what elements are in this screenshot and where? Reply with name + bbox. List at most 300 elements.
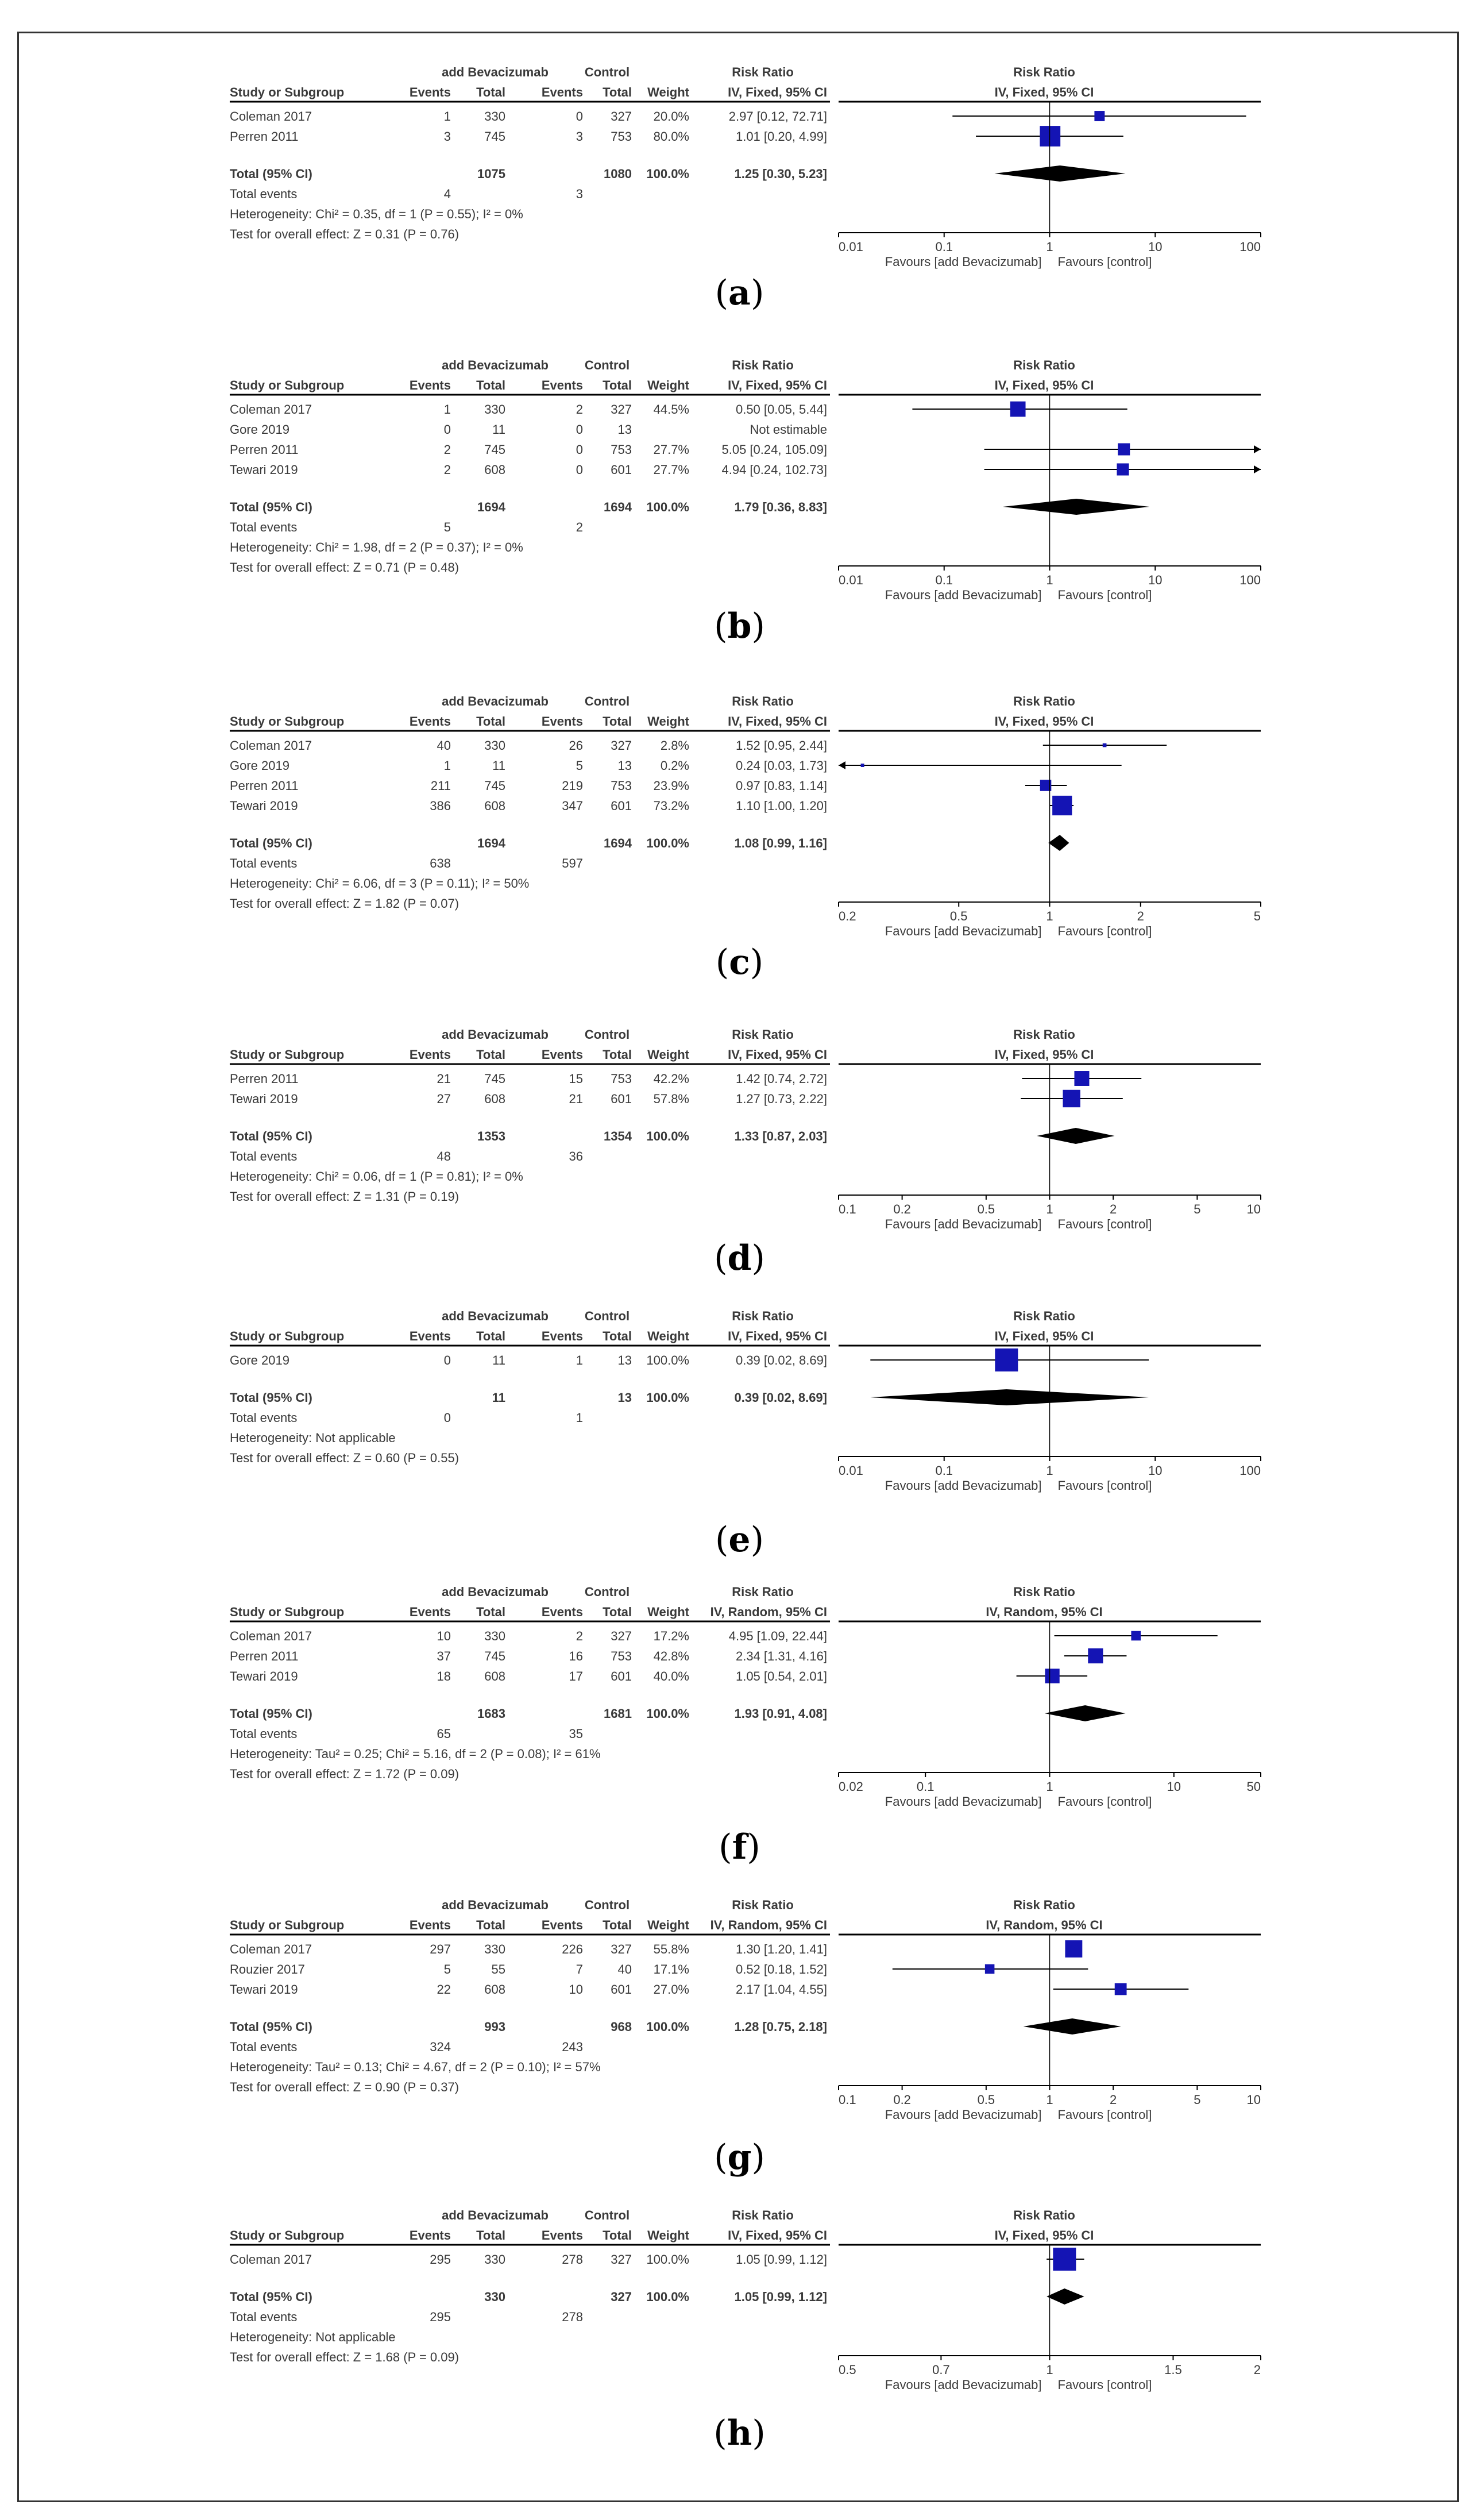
study-events1: 21 [437, 1072, 451, 1086]
header-total1: Total [476, 1605, 505, 1619]
study-events1: 0 [443, 1353, 451, 1367]
study-total1: 330 [484, 402, 505, 417]
total-events2: 36 [569, 1149, 583, 1163]
header-group1: add Bevacizumab [442, 694, 549, 708]
study-weight: 100.0% [646, 2252, 689, 2267]
header-plot-method: IV, Random, 95% CI [986, 1605, 1103, 1619]
x-tick-label: 1 [1046, 1202, 1053, 1216]
study-weight: 23.9% [653, 779, 689, 793]
forest-panel-f [0, 1586, 1479, 1896]
header-method: IV, Fixed, 95% CI [728, 2228, 827, 2242]
favours-left-label: Favours [add Bevacizumab] [885, 2107, 1042, 2122]
x-tick-label: 0.2 [893, 1202, 911, 1216]
x-tick-label: 0.01 [839, 573, 863, 587]
study-total1: 608 [484, 799, 505, 813]
favours-right-label: Favours [control] [1057, 924, 1152, 938]
study-total2: 601 [611, 1092, 632, 1106]
total-weight: 100.0% [646, 1129, 689, 1143]
study-total1: 330 [484, 1629, 505, 1643]
header-plot-title: Risk Ratio [1013, 1027, 1075, 1042]
header-group2: Control [584, 1027, 630, 1042]
study-name: Coleman 2017 [230, 2252, 312, 2267]
study-events1: 10 [437, 1629, 451, 1643]
total-ci-text: 1.79 [0.36, 8.83] [734, 500, 827, 514]
header-plot-title: Risk Ratio [1013, 1309, 1075, 1323]
header-events1: Events [409, 85, 451, 99]
heterogeneity-text: Heterogeneity: Tau² = 0.13; Chi² = 4.67, df = 2 (P = 0.10); I² = 57% [230, 2060, 601, 2074]
x-tick-label: 0.5 [839, 2363, 856, 2377]
study-name: Tewari 2019 [230, 1092, 298, 1106]
study-events1: 40 [437, 738, 451, 753]
heterogeneity-text: Heterogeneity: Tau² = 0.25; Chi² = 5.16, df = 2 (P = 0.08); I² = 61% [230, 1747, 601, 1761]
panel-letter: e [728, 1520, 751, 1560]
study-weight: 57.8% [653, 1092, 689, 1106]
study-events2: 16 [569, 1649, 583, 1663]
total-events-label: Total events [230, 2310, 298, 2324]
total-events2: 597 [562, 856, 583, 870]
study-weight: 0.2% [660, 758, 689, 773]
total-total1: 1694 [477, 836, 505, 850]
header-plot-method: IV, Fixed, 95% CI [994, 2228, 1094, 2242]
study-name: Tewari 2019 [230, 1669, 298, 1683]
x-tick-label: 10 [1148, 240, 1163, 254]
study-point-marker [1010, 402, 1026, 417]
header-effect-title: Risk Ratio [732, 1898, 794, 1912]
total-diamond [1048, 835, 1069, 851]
study-events1: 211 [430, 779, 451, 793]
total-total2: 1354 [604, 1129, 632, 1143]
study-total2: 327 [611, 402, 632, 417]
study-total2: 753 [611, 129, 632, 144]
favours-right-label: Favours [control] [1057, 2378, 1152, 2392]
header-effect-title: Risk Ratio [732, 358, 794, 372]
total-events2: 2 [576, 520, 583, 534]
x-tick-label: 10 [1148, 573, 1163, 587]
study-total1: 745 [484, 129, 505, 144]
study-total1: 11 [492, 1353, 505, 1367]
study-name: Rouzier 2017 [230, 1962, 305, 1976]
forest-panel-e [0, 1310, 1479, 1620]
favours-right-label: Favours [control] [1057, 588, 1152, 602]
x-tick-label: 0.02 [839, 1779, 863, 1794]
forest-svg-h [0, 2209, 1479, 2496]
heterogeneity-text: Heterogeneity: Chi² = 6.06, df = 3 (P = 0.11); I² = 50% [230, 876, 530, 891]
study-name: Coleman 2017 [230, 1942, 312, 1956]
study-events1: 2 [443, 463, 451, 477]
total-total1: 330 [484, 2290, 505, 2304]
total-events-label: Total events [230, 1149, 298, 1163]
favours-right-label: Favours [control] [1057, 1478, 1152, 1493]
panel-label-b: (b) [714, 606, 765, 646]
total-label: Total (95% CI) [230, 1706, 312, 1721]
study-total1: 330 [484, 2252, 505, 2267]
header-weight: Weight [647, 2228, 689, 2242]
header-total2: Total [603, 378, 632, 392]
header-effect-title: Risk Ratio [732, 694, 794, 708]
x-tick-label: 5 [1194, 1202, 1201, 1216]
study-total1: 608 [484, 1092, 505, 1106]
study-weight: 20.0% [653, 109, 689, 124]
favours-right-label: Favours [control] [1057, 255, 1152, 269]
x-tick-label: 0.1 [935, 573, 953, 587]
total-total1: 1353 [477, 1129, 505, 1143]
x-tick-label: 10 [1148, 1463, 1163, 1478]
total-total2: 1694 [604, 500, 632, 514]
header-effect-title: Risk Ratio [732, 65, 794, 79]
header-method: IV, Fixed, 95% CI [728, 378, 827, 392]
favours-right-label: Favours [control] [1057, 2107, 1152, 2122]
study-point-marker [1103, 743, 1107, 747]
header-weight: Weight [647, 378, 689, 392]
header-plot-title: Risk Ratio [1013, 1585, 1075, 1599]
study-total1: 745 [484, 442, 505, 457]
total-ci-text: 1.08 [0.99, 1.16] [734, 836, 827, 850]
heterogeneity-text: Heterogeneity: Not applicable [230, 2330, 396, 2344]
study-total2: 327 [611, 2252, 632, 2267]
study-total1: 330 [484, 1942, 505, 1956]
x-tick-label: 2 [1253, 2363, 1261, 2377]
study-total1: 55 [491, 1962, 505, 1976]
total-weight: 100.0% [646, 2290, 689, 2304]
study-events2: 0 [576, 463, 583, 477]
total-ci-text: 1.93 [0.91, 4.08] [734, 1706, 827, 1721]
header-method: IV, Fixed, 95% CI [728, 1329, 827, 1343]
overall-effect-text: Test for overall effect: Z = 1.31 (P = 0.19) [230, 1189, 459, 1204]
header-events2: Events [541, 2228, 583, 2242]
study-events1: 5 [443, 1962, 451, 1976]
study-point-marker [985, 1964, 995, 1974]
total-weight: 100.0% [646, 1706, 689, 1721]
study-events1: 0 [443, 422, 451, 437]
heterogeneity-text: Heterogeneity: Chi² = 1.98, df = 2 (P = 0.37); I² = 0% [230, 540, 523, 554]
x-tick-label: 10 [1246, 2093, 1261, 2107]
study-name: Perren 2011 [230, 442, 299, 457]
x-tick-label: 1 [1046, 2363, 1053, 2377]
header-events1: Events [409, 378, 451, 392]
header-total2: Total [603, 1329, 632, 1343]
study-weight: 27.0% [653, 1982, 689, 1997]
forest-panel-c [0, 695, 1479, 1005]
study-ci-text: 4.95 [1.09, 22.44] [728, 1629, 827, 1643]
total-total2: 1694 [604, 836, 632, 850]
total-diamond [1024, 2018, 1121, 2035]
total-label: Total (95% CI) [230, 836, 312, 850]
header-effect-title: Risk Ratio [732, 2208, 794, 2222]
x-tick-label: 1 [1046, 573, 1053, 587]
x-tick-label: 1 [1046, 2093, 1053, 2107]
header-total1: Total [476, 2228, 505, 2242]
total-total1: 1683 [477, 1706, 505, 1721]
x-tick-label: 1 [1046, 909, 1053, 923]
total-events2: 1 [576, 1411, 583, 1425]
x-tick-label: 50 [1246, 1779, 1261, 1794]
header-plot-method: IV, Fixed, 95% CI [994, 1047, 1094, 1062]
ci-arrow-right [1254, 465, 1261, 473]
panel-letter: f [732, 1827, 747, 1867]
total-label: Total (95% CI) [230, 2020, 312, 2034]
study-ci-text: 5.05 [0.24, 105.09] [721, 442, 827, 457]
forest-panel-h [0, 2209, 1479, 2519]
header-plot-method: IV, Random, 95% CI [986, 1918, 1103, 1932]
study-weight: 2.8% [660, 738, 689, 753]
header-plot-method: IV, Fixed, 95% CI [994, 1329, 1094, 1343]
total-events-label: Total events [230, 1727, 298, 1741]
study-ci-text: 1.52 [0.95, 2.44] [735, 738, 827, 753]
study-ci-text: 2.34 [1.31, 4.16] [735, 1649, 827, 1663]
study-ci-text: 1.05 [0.99, 1.12] [735, 2252, 827, 2267]
header-plot-method: IV, Fixed, 95% CI [994, 714, 1094, 729]
x-tick-label: 0.01 [839, 240, 863, 254]
x-tick-label: 0.5 [977, 1202, 995, 1216]
x-tick-label: 5 [1194, 2093, 1201, 2107]
study-total1: 11 [492, 758, 505, 773]
header-group1: add Bevacizumab [442, 358, 549, 372]
header-group1: add Bevacizumab [442, 2208, 549, 2222]
study-total2: 13 [617, 758, 632, 773]
total-diamond [994, 165, 1125, 182]
study-weight: 42.2% [653, 1072, 689, 1086]
study-total1: 11 [492, 422, 505, 437]
total-events-label: Total events [230, 520, 298, 534]
panel-letter: a [728, 273, 751, 313]
study-point-marker [1040, 126, 1060, 147]
header-total1: Total [476, 378, 505, 392]
study-name: Gore 2019 [230, 758, 289, 773]
header-weight: Weight [647, 1329, 689, 1343]
x-tick-label: 0.2 [839, 909, 856, 923]
study-events2: 3 [576, 129, 583, 144]
total-events1: 48 [437, 1149, 451, 1163]
panel-label-a: (a) [715, 273, 764, 313]
favours-left-label: Favours [add Bevacizumab] [885, 924, 1042, 938]
panel-letter: h [727, 2413, 752, 2453]
overall-effect-text: Test for overall effect: Z = 1.82 (P = 0.07) [230, 896, 459, 911]
study-name: Perren 2011 [230, 1649, 299, 1663]
study-events1: 295 [430, 2252, 451, 2267]
overall-effect-text: Test for overall effect: Z = 0.90 (P = 0.37) [230, 2080, 459, 2094]
x-tick-label: 2 [1110, 1202, 1117, 1216]
overall-effect-text: Test for overall effect: Z = 1.72 (P = 0.09) [230, 1767, 459, 1781]
header-study: Study or Subgroup [230, 714, 345, 729]
header-study: Study or Subgroup [230, 378, 345, 392]
total-events1: 0 [443, 1411, 451, 1425]
header-plot-title: Risk Ratio [1013, 358, 1075, 372]
header-plot-title: Risk Ratio [1013, 694, 1075, 708]
total-diamond [1045, 1705, 1126, 1721]
study-total1: 608 [484, 463, 505, 477]
favours-left-label: Favours [add Bevacizumab] [885, 2378, 1042, 2392]
header-study: Study or Subgroup [230, 1329, 345, 1343]
study-total2: 753 [611, 779, 632, 793]
study-total2: 601 [611, 463, 632, 477]
study-events2: 1 [576, 1353, 583, 1367]
header-study: Study or Subgroup [230, 1918, 345, 1932]
study-events2: 26 [569, 738, 583, 753]
favours-left-label: Favours [add Bevacizumab] [885, 1478, 1042, 1493]
x-tick-label: 0.5 [949, 909, 968, 923]
study-events1: 386 [430, 799, 451, 813]
favours-left-label: Favours [add Bevacizumab] [885, 255, 1042, 269]
study-events2: 347 [562, 799, 583, 813]
study-name: Coleman 2017 [230, 402, 312, 417]
x-tick-label: 100 [1239, 573, 1261, 587]
panel-letter: g [727, 2137, 752, 2178]
study-ci-text: 0.52 [0.18, 1.52] [735, 1962, 827, 1976]
study-ci-text: 1.10 [1.00, 1.20] [735, 799, 827, 813]
x-tick-label: 0.1 [935, 240, 953, 254]
total-events-label: Total events [230, 2040, 298, 2054]
study-point-marker [1074, 1071, 1089, 1086]
header-method: IV, Fixed, 95% CI [728, 85, 827, 99]
study-total2: 601 [611, 1982, 632, 1997]
study-ci-text: 0.50 [0.05, 5.44] [735, 402, 827, 417]
x-tick-label: 0.7 [932, 2363, 950, 2377]
x-tick-label: 0.1 [839, 2093, 856, 2107]
total-diamond [1047, 2288, 1084, 2305]
header-plot-title: Risk Ratio [1013, 2208, 1075, 2222]
total-events1: 5 [443, 520, 451, 534]
header-group2: Control [584, 694, 630, 708]
study-name: Tewari 2019 [230, 799, 298, 813]
study-events1: 3 [443, 129, 451, 144]
study-point-marker [995, 1348, 1018, 1371]
study-weight: 55.8% [653, 1942, 689, 1956]
header-events2: Events [541, 1918, 583, 1932]
study-name: Coleman 2017 [230, 109, 312, 124]
study-events2: 0 [576, 422, 583, 437]
study-name: Tewari 2019 [230, 1982, 298, 1997]
header-group1: add Bevacizumab [442, 65, 549, 79]
study-events2: 17 [569, 1669, 583, 1683]
total-diamond [870, 1389, 1149, 1405]
total-total2: 13 [617, 1390, 632, 1405]
header-events2: Events [541, 378, 583, 392]
total-total1: 1075 [477, 167, 505, 181]
study-weight: 17.2% [653, 1629, 689, 1643]
forest-panel-b [0, 359, 1479, 669]
study-point-marker [1117, 463, 1129, 475]
header-weight: Weight [647, 1605, 689, 1619]
header-events2: Events [541, 85, 583, 99]
total-weight: 100.0% [646, 500, 689, 514]
header-study: Study or Subgroup [230, 1605, 345, 1619]
total-ci-text: 1.33 [0.87, 2.03] [734, 1129, 827, 1143]
study-total2: 327 [611, 738, 632, 753]
heterogeneity-text: Heterogeneity: Chi² = 0.06, df = 1 (P = 0.81); I² = 0% [230, 1169, 523, 1184]
study-total1: 330 [484, 109, 505, 124]
header-events1: Events [409, 2228, 451, 2242]
total-ci-text: 1.25 [0.30, 5.23] [734, 167, 827, 181]
x-tick-label: 1 [1046, 240, 1053, 254]
header-method: IV, Fixed, 95% CI [728, 1047, 827, 1062]
favours-right-label: Favours [control] [1057, 1794, 1152, 1809]
forest-panel-d [0, 1028, 1479, 1339]
x-tick-label: 0.2 [893, 2093, 911, 2107]
ci-arrow-right [1254, 445, 1261, 453]
header-effect-title: Risk Ratio [732, 1585, 794, 1599]
header-group1: add Bevacizumab [442, 1309, 549, 1323]
study-name: Perren 2011 [230, 1072, 299, 1086]
header-group1: add Bevacizumab [442, 1585, 549, 1599]
study-ci-text: 0.39 [0.02, 8.69] [735, 1353, 827, 1367]
header-group1: add Bevacizumab [442, 1027, 549, 1042]
study-weight: 80.0% [653, 129, 689, 144]
header-events2: Events [541, 1047, 583, 1062]
study-name: Coleman 2017 [230, 1629, 312, 1643]
header-total2: Total [603, 1605, 632, 1619]
total-events1: 295 [430, 2310, 451, 2324]
total-ci-text: 1.05 [0.99, 1.12] [734, 2290, 827, 2304]
study-events1: 297 [430, 1942, 451, 1956]
header-total2: Total [603, 714, 632, 729]
study-events2: 5 [576, 758, 583, 773]
total-events-label: Total events [230, 856, 298, 870]
header-plot-title: Risk Ratio [1013, 65, 1075, 79]
study-events2: 2 [576, 402, 583, 417]
header-events1: Events [409, 1918, 451, 1932]
header-effect-title: Risk Ratio [732, 1309, 794, 1323]
study-events1: 37 [437, 1649, 451, 1663]
x-tick-label: 0.1 [935, 1463, 953, 1478]
study-total2: 327 [611, 109, 632, 124]
study-ci-text: 1.01 [0.20, 4.99] [735, 129, 827, 144]
header-total1: Total [476, 714, 505, 729]
study-events2: 2 [576, 1629, 583, 1643]
study-total2: 753 [611, 442, 632, 457]
total-events2: 35 [569, 1727, 583, 1741]
header-events1: Events [409, 1605, 451, 1619]
total-diamond [1003, 499, 1149, 515]
study-ci-text: 1.42 [0.74, 2.72] [735, 1072, 827, 1086]
study-total1: 745 [484, 1649, 505, 1663]
study-ci-text: 1.30 [1.20, 1.41] [735, 1942, 827, 1956]
total-events2: 278 [562, 2310, 583, 2324]
study-point-marker [1065, 1940, 1082, 1958]
total-events1: 324 [430, 2040, 451, 2054]
total-events1: 638 [430, 856, 451, 870]
header-weight: Weight [647, 85, 689, 99]
study-point-marker [1131, 1631, 1141, 1641]
total-weight: 100.0% [646, 1390, 689, 1405]
study-events1: 2 [443, 442, 451, 457]
ci-arrow-left [839, 761, 845, 769]
study-events2: 278 [562, 2252, 583, 2267]
study-point-marker [861, 764, 864, 767]
favours-left-label: Favours [add Bevacizumab] [885, 588, 1042, 602]
header-events2: Events [541, 1605, 583, 1619]
x-tick-label: 2 [1137, 909, 1144, 923]
study-ci-text: 0.97 [0.83, 1.14] [735, 779, 827, 793]
total-events2: 243 [562, 2040, 583, 2054]
header-group2: Control [584, 1898, 630, 1912]
overall-effect-text: Test for overall effect: Z = 0.31 (P = 0.76) [230, 227, 459, 241]
forest-svg-b [0, 359, 1479, 646]
study-point-marker [1094, 111, 1105, 121]
total-total1: 1694 [477, 500, 505, 514]
study-events2: 226 [562, 1942, 583, 1956]
panel-label-h: (h) [713, 2413, 766, 2453]
total-weight: 100.0% [646, 2020, 689, 2034]
header-events2: Events [541, 714, 583, 729]
study-events1: 18 [437, 1669, 451, 1683]
total-label: Total (95% CI) [230, 1390, 312, 1405]
total-label: Total (95% CI) [230, 1129, 312, 1143]
favours-left-label: Favours [add Bevacizumab] [885, 1794, 1042, 1809]
study-total1: 608 [484, 1669, 505, 1683]
study-weight: 44.5% [653, 402, 689, 417]
study-events1: 1 [443, 758, 451, 773]
x-tick-label: 100 [1239, 1463, 1261, 1478]
